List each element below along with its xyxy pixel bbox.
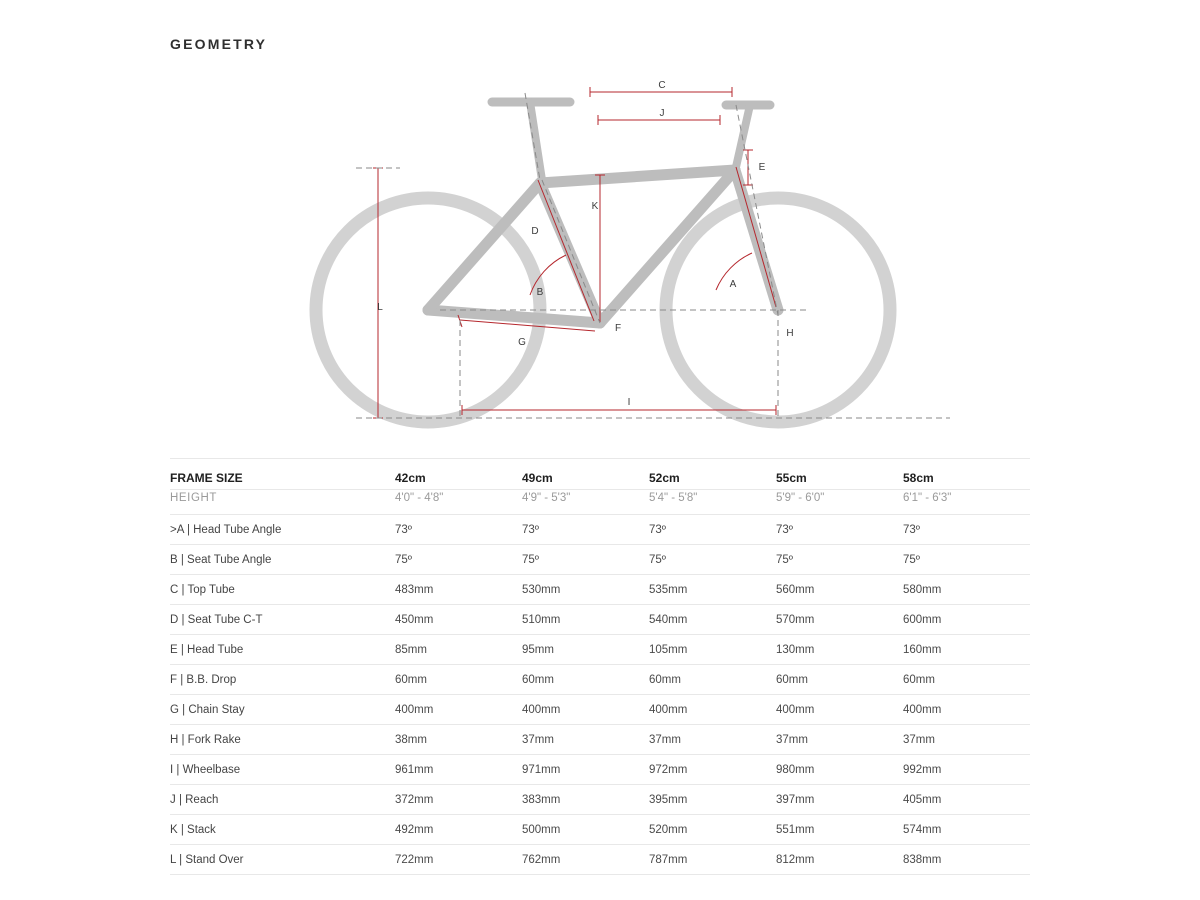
cell-value: 450mm — [395, 605, 522, 635]
table-row — [170, 515, 1030, 545]
geometry-table-wrap — [170, 458, 1030, 875]
bike-frame-silhouette — [428, 170, 778, 323]
table-row — [170, 845, 1030, 875]
table-row — [170, 725, 1030, 755]
label-A: A — [729, 279, 737, 290]
row-label: L | Stand Over — [170, 845, 395, 875]
table-row — [170, 755, 1030, 785]
cell-value: 37mm — [776, 725, 903, 755]
cell-value: 75º — [522, 545, 649, 575]
cell-value: 60mm — [903, 665, 1030, 695]
cell-value: 400mm — [522, 695, 649, 725]
label-G: G — [518, 337, 526, 348]
cell-value: 980mm — [776, 755, 903, 785]
cell-value: 73º — [522, 515, 649, 545]
cell-value: 551mm — [776, 815, 903, 845]
table-header-sizes — [170, 459, 1030, 490]
cell-value: 400mm — [903, 695, 1030, 725]
cell-value: 105mm — [649, 635, 776, 665]
cell-value: 60mm — [649, 665, 776, 695]
row-label: >A | Head Tube Angle — [170, 515, 395, 545]
label-J: J — [659, 108, 665, 119]
row-label: D | Seat Tube C-T — [170, 605, 395, 635]
cell-value: 37mm — [903, 725, 1030, 755]
table-row — [170, 695, 1030, 725]
cell-value: 37mm — [649, 725, 776, 755]
cell-value: 838mm — [903, 845, 1030, 875]
cell-value: 75º — [649, 545, 776, 575]
label-H: H — [786, 328, 794, 339]
header-height-2: 5'4" - 5'8" — [649, 490, 776, 515]
geometry-table-body — [170, 515, 1030, 875]
cell-value: 530mm — [522, 575, 649, 605]
cell-value: 37mm — [522, 725, 649, 755]
cell-value: 535mm — [649, 575, 776, 605]
label-B: B — [536, 287, 544, 298]
cell-value: 510mm — [522, 605, 649, 635]
cell-value: 75º — [903, 545, 1030, 575]
row-label: I | Wheelbase — [170, 755, 395, 785]
cell-value: 60mm — [522, 665, 649, 695]
cell-value: 73º — [776, 515, 903, 545]
header-height-4: 6'1" - 6'3" — [903, 490, 1030, 515]
cell-value: 400mm — [395, 695, 522, 725]
geometry-table — [170, 458, 1030, 875]
cell-value: 73º — [395, 515, 522, 545]
header-size-4: 58cm — [903, 459, 1030, 490]
table-row — [170, 575, 1030, 605]
table-row — [170, 635, 1030, 665]
header-size-1: 49cm — [522, 459, 649, 490]
cell-value: 395mm — [649, 785, 776, 815]
cell-value: 75º — [776, 545, 903, 575]
header-size-2: 52cm — [649, 459, 776, 490]
header-height: HEIGHT — [170, 490, 395, 515]
cell-value: 972mm — [649, 755, 776, 785]
cell-value: 787mm — [649, 845, 776, 875]
diagram-letter-labels — [377, 80, 793, 408]
header-height-0: 4'0" - 4'8" — [395, 490, 522, 515]
cell-value: 570mm — [776, 605, 903, 635]
header-height-3: 5'9" - 6'0" — [776, 490, 903, 515]
cell-value: 383mm — [522, 785, 649, 815]
cell-value: 400mm — [776, 695, 903, 725]
cell-value: 971mm — [522, 755, 649, 785]
cell-value: 75º — [395, 545, 522, 575]
header-height-1: 4'9" - 5'3" — [522, 490, 649, 515]
cell-value: 540mm — [649, 605, 776, 635]
row-label: C | Top Tube — [170, 575, 395, 605]
cell-value: 992mm — [903, 755, 1030, 785]
label-D: D — [531, 226, 539, 237]
cell-value: 73º — [649, 515, 776, 545]
row-label: E | Head Tube — [170, 635, 395, 665]
label-K: K — [591, 201, 599, 212]
label-C: C — [658, 80, 666, 91]
header-size-0: 42cm — [395, 459, 522, 490]
cell-value: 405mm — [903, 785, 1030, 815]
row-label: F | B.B. Drop — [170, 665, 395, 695]
table-row — [170, 785, 1030, 815]
cell-value: 762mm — [522, 845, 649, 875]
cell-value: 38mm — [395, 725, 522, 755]
cell-value: 95mm — [522, 635, 649, 665]
cell-value: 483mm — [395, 575, 522, 605]
cell-value: 397mm — [776, 785, 903, 815]
cell-value: 73º — [903, 515, 1030, 545]
table-row — [170, 665, 1030, 695]
page-title: GEOMETRY — [170, 36, 268, 52]
cell-value: 85mm — [395, 635, 522, 665]
row-label: H | Fork Rake — [170, 725, 395, 755]
cell-value: 812mm — [776, 845, 903, 875]
row-label: B | Seat Tube Angle — [170, 545, 395, 575]
table-row — [170, 815, 1030, 845]
row-label: J | Reach — [170, 785, 395, 815]
label-F: F — [614, 323, 622, 334]
cell-value: 372mm — [395, 785, 522, 815]
label-E: E — [758, 162, 766, 173]
cell-value: 520mm — [649, 815, 776, 845]
cell-value: 492mm — [395, 815, 522, 845]
cell-value: 500mm — [522, 815, 649, 845]
row-label: G | Chain Stay — [170, 695, 395, 725]
cell-value: 560mm — [776, 575, 903, 605]
cell-value: 130mm — [776, 635, 903, 665]
label-I: I — [627, 397, 631, 408]
cell-value: 400mm — [649, 695, 776, 725]
cell-value: 961mm — [395, 755, 522, 785]
header-frame-size: FRAME SIZE — [170, 459, 395, 490]
cell-value: 722mm — [395, 845, 522, 875]
label-L: L — [377, 302, 383, 313]
row-label: K | Stack — [170, 815, 395, 845]
table-row — [170, 545, 1030, 575]
cell-value: 580mm — [903, 575, 1030, 605]
table-row — [170, 605, 1030, 635]
cell-value: 160mm — [903, 635, 1030, 665]
header-size-3: 55cm — [776, 459, 903, 490]
geometry-diagram — [170, 75, 1030, 450]
cell-value: 60mm — [776, 665, 903, 695]
table-header-heights — [170, 490, 1030, 515]
cell-value: 600mm — [903, 605, 1030, 635]
cell-value: 60mm — [395, 665, 522, 695]
cell-value: 574mm — [903, 815, 1030, 845]
